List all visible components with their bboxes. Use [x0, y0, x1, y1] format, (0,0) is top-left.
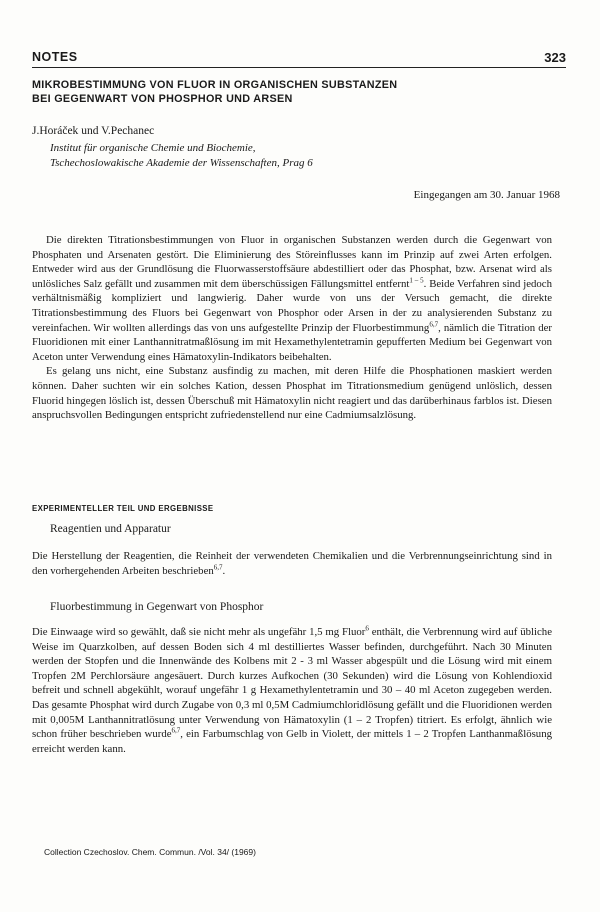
p3-text-b: . — [222, 564, 226, 577]
p4-text-c: , ein Farbumschlag von Gelb in Violett, der mittels 1 – 2 Tropfen Lanthanmaßlösung erreicht werden kann. — [32, 728, 552, 755]
author-join: und — [81, 125, 99, 137]
reference-sup: 6,7 — [213, 563, 223, 571]
p4-text-b: enthält, die Verbrennung wird auf übliche Weise im Quarzkolben, auf dessen Boden sich 4 ml destilliertes Wasser befinden, durchgeführt. Nach 30 Minuten werden der Stopfen und die Innenwände des Kolbens mit 2 - 3 ml Wasser abgespült und die Lösung wird mit einem Tropfen 2M Perchlorsäure angesäuert. Durch kurzes Aufkochen (30 Sekunden) wird die Lösung von Kohlendioxid befreit und schnell abgekühlt, worauf ungefähr 1 g Hexamethylentetramin und 30 – 40 ml Aceton zugegeben werden. Das gesamte Phosphat wird durch Zugabe von 0,3 ml 0,5M Cadmiumchloridlösung gefällt und die Fluoridionen werden mit 0,005M Lanthannitratlösung unter Verwendung von Hämatoxylin (1 – 2 Tropfen) titriert. Es erfolgt, ähnlich wie schon früher beschrieben wurde — [32, 626, 552, 741]
paragraph-1 — [32, 233, 552, 364]
introduction — [32, 233, 552, 423]
section-label: NOTES — [32, 50, 78, 64]
reagents-text — [32, 549, 552, 578]
reference-sup: 6 — [365, 624, 369, 633]
paragraph-3 — [32, 549, 552, 578]
p4-text-a: Die Einwaage wird so gewählt, daß sie nicht mehr als ungefähr 1,5 mg Fluor — [32, 626, 366, 638]
affiliation — [50, 141, 313, 170]
author-1: J.Horáček — [32, 125, 79, 137]
p1-text-a: Die direkten Titrationsbestimmungen von Fluor in organischen Substanzen werden durch die Gegenwart von Phosphaten und Arsenaten gestört. Die Eliminierung des Störeinflusses kann im Prinzip auf zwei Arten erfolgen. Entweder wird aus der Grundlösung die Fluorwasserstoffsäure abdestilliert oder das Phosphat, bzw. Arsenat wird als unlösliches Salz gefällt und zusammen mit dem überschüssigen Fällungsmittel entfernt — [32, 234, 552, 290]
authors — [32, 125, 154, 137]
affiliation-line-2: Tschechoslowakische Akademie der Wissenschaften, Prag 6 — [50, 156, 313, 169]
title-line-2: BEI GEGENWART VON PHOSPHOR UND ARSEN — [32, 92, 293, 105]
page-number: 323 — [544, 50, 566, 65]
fluorine-text — [32, 625, 552, 756]
running-header — [32, 50, 566, 66]
p3-text-a: Die Herstellung der Reagentien, die Reinheit der verwendeten Chemikalien und die Verbrennungseinrichtung sind in den vorhergehenden Arbeiten beschrieben — [32, 550, 552, 577]
section-heading: EXPERIMENTELLER TEIL UND ERGEBNISSE — [32, 504, 214, 513]
p1-text-b: . Beide Verfahren sind jedoch verhältnismäßig kompliziert und langwierig. Daher wurde von uns der Versuch gemacht, die direkte Titrationsbestimmung des Fluors bei Gegenwart von Phosphor oder Arsen in der zu analysierenden Substanz zu vereinfachen. Wir wollten allerdings das von uns aufgestellte Prinzip der Fluorbestimmung — [32, 277, 552, 334]
title-line-1: MIKROBESTIMMUNG VON FLUOR IN ORGANISCHEN SUBSTANZEN — [32, 79, 398, 91]
subheading-fluorine: Fluorbestimmung in Gegenwart von Phosphor — [50, 601, 264, 613]
p1-text-c: , nämlich die Titration der Fluoridionen mit einer Lanthannitratmaßlösung im mit Hexamethylentetramin gepufferten Medium bei Gegenwart von Aceton unter Verwendung eines Hämatoxylin-Indikators beibehalten. — [32, 321, 552, 363]
paragraph-4 — [32, 625, 552, 756]
reference-sup: 6,7 — [171, 726, 181, 735]
paragraph-2: Es gelang uns nicht, eine Substanz ausfindig zu machen, mit deren Hilfe die Phosphationen maskiert werden können. Daher suchten wir ein solches Kation, dessen Phosphat im Titrationsmedium genügend unlöslich, dessen Fluorid hingegen löslich ist, dessen Überschuß mit Hämatoxylin nicht reagiert und das darüberhinaus farblos ist. Diesen anspruchsvollen Bedingungen entspricht zufriedenstellend nur eine Cadmiumsalzlösung. — [32, 365, 552, 422]
article-title — [32, 79, 552, 106]
received-date: Eingegangen am 30. Januar 1968 — [413, 189, 560, 201]
reference-sup: 1 – 5 — [409, 276, 424, 285]
author-2: V.Pechanec — [101, 125, 155, 137]
reference-sup: 6,7 — [429, 319, 439, 328]
subheading-reagents: Reagentien und Apparatur — [50, 523, 171, 535]
journal-citation: Collection Czechoslov. Chem. Commun. /Vol. 34/ (1969) — [44, 847, 256, 857]
header-rule — [32, 67, 566, 68]
affiliation-line-1: Institut für organische Chemie und Biochemie, — [50, 142, 256, 154]
